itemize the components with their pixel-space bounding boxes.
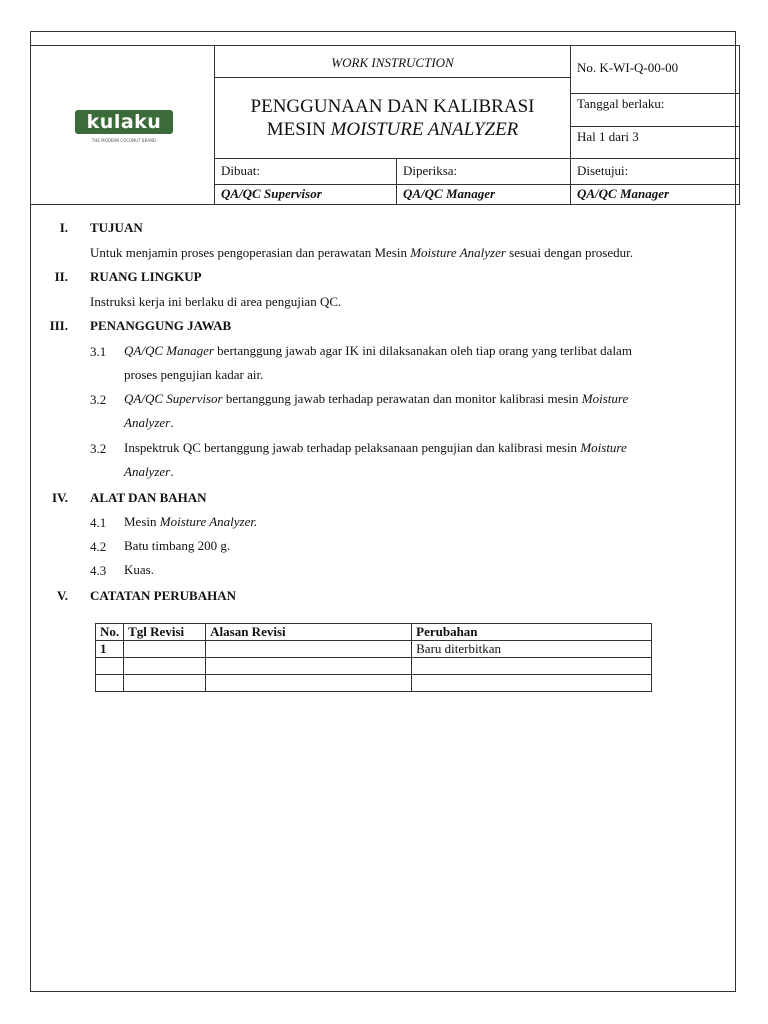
section-4-number: IV. — [51, 490, 68, 505]
title-line-2-italic: MOISTURE ANALYZER — [330, 119, 519, 140]
section-2-title: RUANG LINGKUP — [90, 269, 202, 284]
item-3-1-role: QA/QC Manager — [124, 343, 214, 358]
made-by-role: QA/QC Supervisor — [214, 184, 397, 205]
document-number: No. K-WI-Q-00-00 — [570, 45, 740, 94]
item-3-3-text — [124, 436, 674, 484]
section-2-number: II. — [54, 269, 68, 284]
item-4-2-number: 4.2 — [90, 539, 107, 554]
kulaku-logo: kulaku — [75, 110, 173, 134]
approved-by-label: Disetujui: — [570, 158, 740, 185]
logo-cell — [30, 45, 215, 205]
item-4-3-number: 4.3 — [90, 563, 107, 578]
table-row — [96, 675, 652, 692]
section-3-number: III. — [49, 318, 68, 333]
approved-by-role: QA/QC Manager — [570, 184, 740, 205]
item-3-1-desc: bertanggung jawab agar IK ini dilaksanakan oleh tiap orang yang terlibat dalam — [213, 343, 632, 358]
item-3-1-text — [124, 339, 674, 387]
checked-by-label: Diperiksa: — [396, 158, 571, 185]
item-3-2-line2: Analyzer — [124, 415, 171, 430]
section-5-title: CATATAN PERUBAHAN — [90, 588, 237, 603]
table-row — [96, 641, 652, 658]
item-3-3-italic: Moisture — [580, 440, 627, 455]
table-header-row — [96, 624, 652, 641]
work-instruction-label: WORK INSTRUCTION — [214, 45, 571, 78]
col-header-no: No. — [96, 624, 124, 641]
section-2-text: Instruksi kerja ini berlaku di area pengujian QC. — [90, 294, 342, 309]
item-3-2-role: QA/QC Supervisor — [124, 391, 223, 406]
title-line-2-plain: MESIN — [266, 119, 331, 140]
table-cell — [96, 658, 124, 675]
section-1-text-a: Untuk menjamin proses pengoperasian dan perawatan Mesin — [90, 245, 411, 260]
table-cell — [206, 675, 412, 692]
item-4-2-text: Batu timbang 200 g. — [124, 538, 231, 553]
item-4-1-b: Moisture Analyzer — [159, 514, 254, 529]
item-3-1-line2: proses pengujian kadar air. — [124, 367, 264, 382]
table-cell — [124, 658, 206, 675]
item-3-2-italic: Moisture — [581, 391, 629, 406]
item-3-1-number: 3.1 — [90, 344, 107, 359]
logo-tagline: THE MODERN COCONUT BRAND — [91, 138, 157, 143]
made-by-label: Dibuat: — [214, 158, 397, 185]
item-3-3-number: 3.2 — [90, 441, 107, 456]
checked-by-role: QA/QC Manager — [396, 184, 571, 205]
section-1-text-c: sesuai dengan prosedur. — [505, 245, 633, 260]
table-cell: 1 — [96, 641, 124, 658]
title-line-1: PENGGUNAAN DAN KALIBRASI — [250, 96, 535, 117]
item-4-3-text: Kuas. — [124, 562, 154, 577]
section-1-text-b: Moisture Analyzer — [410, 245, 506, 260]
revision-table — [95, 623, 652, 692]
item-4-1-a: Mesin — [124, 514, 160, 529]
table-cell: Baru diterbitkan — [412, 641, 652, 658]
item-4-1-c: . — [254, 514, 258, 529]
document-title — [214, 77, 571, 159]
item-4-1-text — [124, 510, 674, 534]
col-header-reason: Alasan Revisi — [206, 624, 412, 641]
col-header-date: Tgl Revisi — [124, 624, 206, 641]
section-3-title: PENANGGUNG JAWAB — [90, 318, 232, 333]
table-cell — [206, 641, 412, 658]
title-line-2 — [215, 118, 570, 141]
table-cell — [96, 675, 124, 692]
item-3-2-line2-end: . — [170, 415, 174, 430]
item-4-1-number: 4.1 — [90, 515, 107, 530]
item-3-3-line2-end: . — [170, 464, 174, 479]
table-cell — [412, 658, 652, 675]
table-row — [96, 658, 652, 675]
table-cell — [412, 675, 652, 692]
section-1-title: TUJUAN — [90, 220, 143, 235]
section-4-title: ALAT DAN BAHAN — [90, 490, 207, 505]
table-cell — [206, 658, 412, 675]
table-cell — [124, 641, 206, 658]
item-3-3-line2: Analyzer — [124, 464, 171, 479]
item-3-2-number: 3.2 — [90, 392, 107, 407]
item-3-2-desc: bertanggung jawab terhadap perawatan dan monitor kalibrasi mesin — [222, 391, 582, 406]
section-5-number: V. — [57, 588, 68, 603]
section-1-text — [90, 241, 633, 265]
page-indicator: Hal 1 dari 3 — [570, 126, 740, 159]
col-header-change: Perubahan — [412, 624, 652, 641]
section-1-number: I. — [59, 220, 68, 235]
item-3-3-desc: Inspektruk QC bertanggung jawab terhadap pelaksanaan pengujian dan kalibrasi mesin — [124, 440, 581, 455]
item-3-2-text — [124, 387, 674, 435]
document-header — [30, 45, 740, 205]
table-cell — [124, 675, 206, 692]
effective-date-label: Tanggal berlaku: — [570, 93, 740, 127]
